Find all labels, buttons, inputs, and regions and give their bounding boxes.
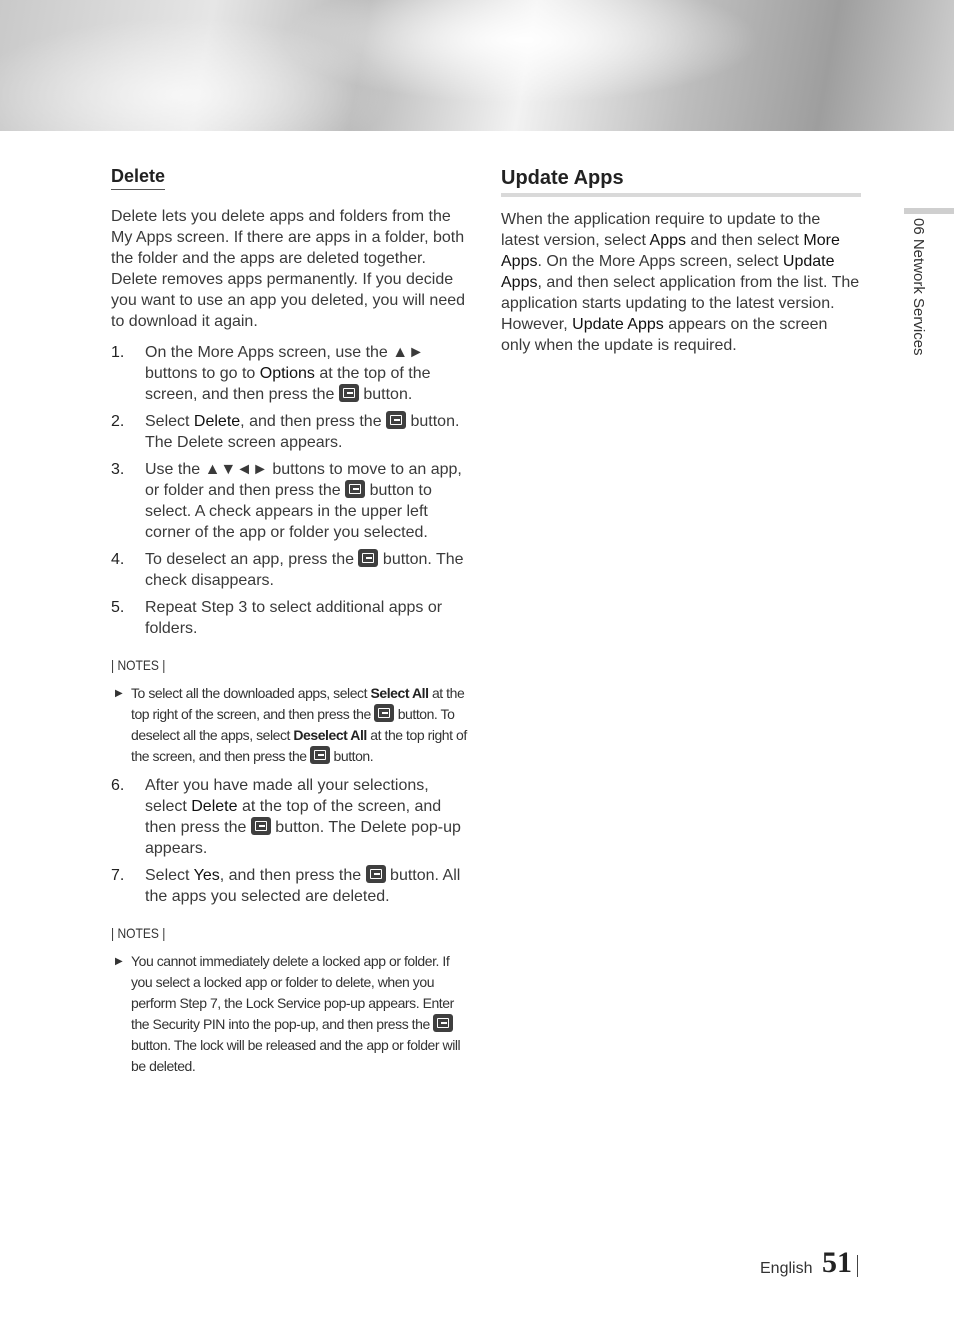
- enter-icon: [433, 1014, 453, 1032]
- step-text: Select: [145, 413, 194, 430]
- note-text: button. To deselect all the apps, select: [131, 706, 455, 743]
- ui-term: Select All: [370, 685, 429, 701]
- step-7: [111, 865, 473, 907]
- note-select-all: [111, 683, 473, 767]
- ui-term: Delete: [191, 798, 238, 815]
- ui-term: Deselect All: [293, 727, 367, 743]
- note-text: button. The lock will be released and the app or folder will be deleted.: [131, 1037, 461, 1074]
- ui-term: Delete: [193, 413, 241, 430]
- footer-divider: [857, 1255, 858, 1277]
- step-number: 1.: [111, 344, 125, 361]
- enter-icon: [339, 384, 359, 402]
- step-text: button to select. A check appears in the upper left corner of the app or folder you selected.: [145, 482, 432, 541]
- note-text: To select all the downloaded apps, select: [131, 685, 371, 701]
- delete-intro: Delete lets you delete apps and folders from the My Apps screen. If there are apps in a folder, both the folder and the apps are deleted together. Delete removes apps permanently. If you decide you want to use an app you deleted, you will need to download it again.: [111, 208, 466, 330]
- step-2: [111, 411, 473, 453]
- step-number: 5.: [111, 599, 125, 616]
- enter-icon: [386, 411, 406, 429]
- note-text: at the top right of the screen, and then press the: [131, 727, 467, 764]
- step-text: To deselect an app, press the: [145, 551, 359, 568]
- ui-term: More Apps: [501, 232, 840, 270]
- delete-section: [111, 165, 473, 1077]
- step-text: On the More Apps screen, use the ▲► buttons to go to: [145, 344, 424, 382]
- notes-label: | NOTES |: [111, 925, 166, 941]
- triangle-bullet-icon: ▶: [115, 688, 123, 699]
- footer-language: English: [760, 1260, 813, 1277]
- update-apps-body: [501, 209, 861, 356]
- note-locked-app: [111, 951, 473, 1077]
- update-apps-section: [501, 165, 861, 356]
- ui-term: Options: [259, 365, 315, 382]
- step-4: [111, 549, 473, 591]
- note-text: button.: [330, 748, 374, 764]
- ui-term: Update Apps: [501, 253, 835, 291]
- body-text: When the application require to update to the latest version, select: [501, 211, 821, 249]
- step-text: Repeat Step 3 to select additional apps or folders.: [145, 599, 443, 637]
- step-text: button. The Delete pop-up appears.: [145, 819, 461, 857]
- page-number: 51: [822, 1246, 852, 1279]
- enter-icon: [310, 746, 330, 764]
- notes-label: | NOTES |: [111, 657, 166, 673]
- note-text: at the top right of the screen, and then press the: [131, 685, 465, 722]
- step-text: , and then press the: [219, 867, 366, 884]
- step-text: button.: [358, 386, 413, 403]
- enter-icon: [358, 549, 378, 567]
- enter-icon: [366, 865, 386, 883]
- step-text: at the top of the screen, and then press the: [145, 798, 442, 836]
- body-text: and then select: [685, 232, 804, 249]
- header-banner: [0, 0, 954, 131]
- step-number: 6.: [111, 777, 125, 794]
- step-3: [111, 459, 473, 543]
- step-text: Use the ▲▼◄► buttons to move to an app, or folder and then press the: [145, 461, 462, 499]
- enter-icon: [345, 480, 365, 498]
- step-6: [111, 775, 473, 859]
- steps-list-2: [111, 775, 473, 907]
- body-text: . On the More Apps screen, select: [537, 253, 783, 270]
- chapter-tab: [904, 208, 954, 214]
- step-text: button. The Delete screen appears.: [145, 413, 460, 451]
- ui-term: Yes: [193, 867, 220, 884]
- step-text: button. All the apps you selected are deleted.: [145, 867, 461, 905]
- step-5: [111, 597, 473, 639]
- step-text: , and then press the: [240, 413, 387, 430]
- body-text: , and then select application from the list. The application starts updating to the latest version. However,: [501, 274, 860, 333]
- ui-term: Apps: [649, 232, 686, 249]
- body-text: appears on the screen only when the update is required.: [501, 316, 828, 354]
- step-text: at the top of the screen, and then press the: [145, 365, 431, 403]
- steps-list-1: [111, 342, 473, 639]
- step-number: 4.: [111, 551, 125, 568]
- note-text: You cannot immediately delete a locked app or folder. If you select a locked app or folder to delete, when you perform Step 7, the Lock Service pop-up appears. Enter the Security PIN into the pop-up, and then press the: [131, 953, 454, 1032]
- step-number: 3.: [111, 461, 125, 478]
- ui-term: Update Apps: [572, 316, 664, 333]
- enter-icon: [374, 704, 394, 722]
- step-number: 2.: [111, 413, 125, 430]
- update-apps-heading: Update Apps: [501, 165, 861, 197]
- triangle-bullet-icon: ▶: [115, 956, 123, 967]
- step-text: Select: [145, 867, 194, 884]
- step-text: After you have made all your selections, select: [145, 777, 429, 815]
- step-number: 7.: [111, 867, 125, 884]
- step-text: button. The check disappears.: [145, 551, 464, 589]
- delete-heading: Delete: [111, 165, 165, 190]
- step-1: [111, 342, 473, 405]
- enter-icon: [251, 817, 271, 835]
- chapter-label: 06 Network Services: [910, 218, 927, 356]
